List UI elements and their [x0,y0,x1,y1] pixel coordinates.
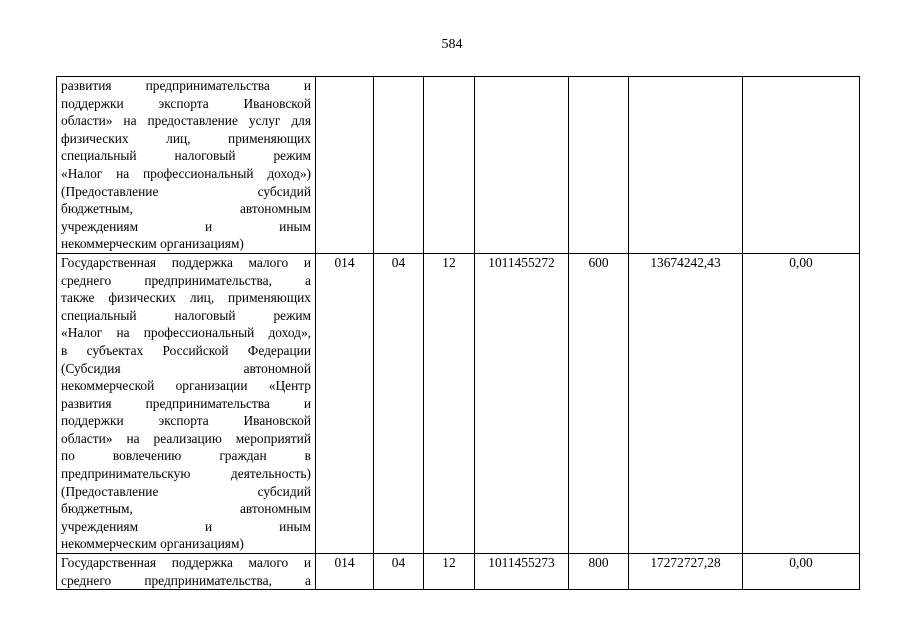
ministry-code-cell: 014 [316,554,374,590]
description-line: предпринимательскую деятельность) [61,466,311,482]
description-line: специальный налоговый режим [61,307,311,323]
page-number: 584 [441,37,463,52]
subsection-code-cell: 12 [424,554,475,590]
ministry-code-cell: 014 [316,253,374,553]
description-line: Государственная поддержка малого и [61,555,311,571]
section-code-cell [374,77,424,254]
table-row [57,554,860,590]
description-line: некоммерческим организациям) [61,536,244,552]
target-article-cell [475,77,569,254]
subsection-code-cell [424,77,475,254]
description-line: по вовлечению граждан в [61,448,311,464]
description-cell [57,77,316,254]
description-line: учреждениям и иным [61,218,311,234]
description-line: некоммерческой организации «Центр [61,378,311,394]
description-line: поддержки экспорта Ивановской [61,95,311,111]
target-article-cell: 1011455273 [475,554,569,590]
description-line: среднего предпринимательства, а [61,272,311,288]
description-line: также физических лиц, применяющих [61,290,311,306]
amount-cell: 0,00 [743,253,860,553]
description-line: (Предоставление субсидий [61,483,311,499]
subsection-code-cell: 12 [424,253,475,553]
description-line: Государственная поддержка малого и [61,254,311,270]
description-line: «Налог на профессиональный доход», [61,325,311,341]
description-line: бюджетным, автономным [61,501,311,517]
table-row [57,253,860,553]
description-line: физических лиц, применяющих [61,130,311,146]
description-line: «Налог на профессиональный доход») [61,165,311,181]
description-line: специальный налоговый режим [61,148,311,164]
amount-cell: 13674242,43 [629,253,743,553]
description-line: среднего предпринимательства, а [61,572,311,588]
amount-cell: 0,00 [743,554,860,590]
budget-table [56,76,860,590]
description-line: (Предоставление субсидий [61,183,311,199]
description-cell [57,554,316,590]
description-line: (Субсидия автономной [61,360,311,376]
table-row [57,77,860,254]
amount-cell [629,77,743,254]
amount-cell: 17272727,28 [629,554,743,590]
amount-cell [743,77,860,254]
description-line: развития предпринимательства и [61,78,311,93]
section-code-cell: 04 [374,554,424,590]
description-cell [57,253,316,553]
description-line: учреждениям и иным [61,518,311,534]
expense-type-cell: 800 [569,554,629,590]
expense-type-cell [569,77,629,254]
description-line: бюджетным, автономным [61,201,311,217]
ministry-code-cell [316,77,374,254]
description-line: поддержки экспорта Ивановской [61,413,311,429]
description-line: области» на реализацию мероприятий [61,430,311,446]
description-line: некоммерческим организациям) [61,236,244,252]
section-code-cell: 04 [374,253,424,553]
description-line: в субъектах Российской Федерации [61,342,311,358]
description-line: области» на предоставление услуг для [61,113,311,129]
target-article-cell: 1011455272 [475,253,569,553]
description-line: развития предпринимательства и [61,395,311,411]
expense-type-cell: 600 [569,253,629,553]
